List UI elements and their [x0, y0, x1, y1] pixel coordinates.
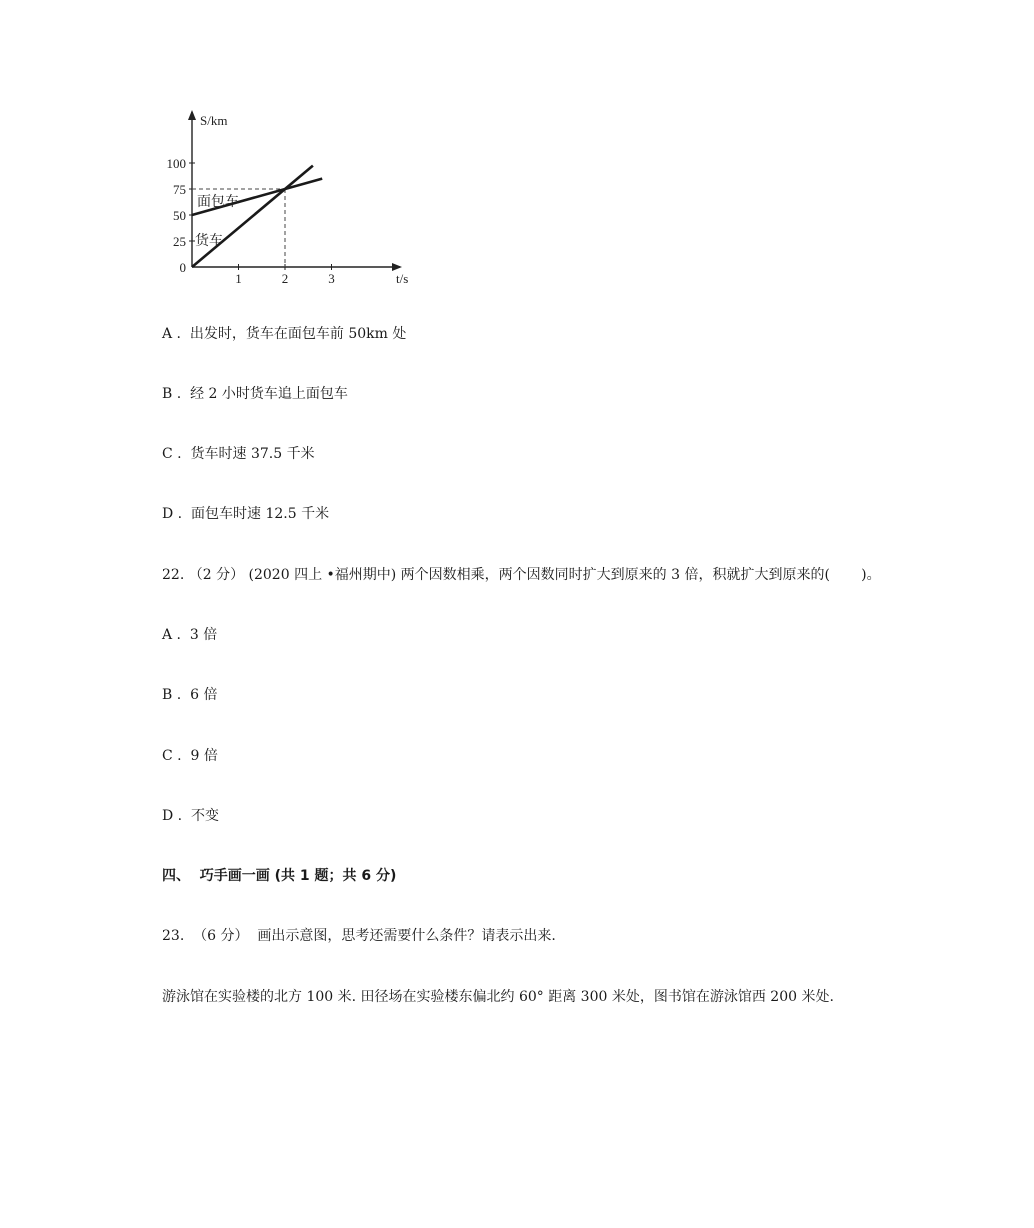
- option-letter: C .: [162, 748, 182, 764]
- section-heading: 四、 巧手画一画 (共 1 题；共 6 分): [162, 868, 397, 884]
- option-text: 不变: [191, 808, 220, 824]
- series-line: [192, 166, 313, 267]
- y-axis-title: S/km: [200, 113, 228, 128]
- option-letter: B .: [162, 386, 182, 402]
- x-tick-label: 3: [328, 271, 335, 286]
- y-tick-label: 75: [173, 182, 186, 197]
- option-text: 3 倍: [189, 627, 218, 643]
- q21-option-b[interactable]: [162, 385, 348, 403]
- distance-time-graph: [160, 100, 430, 290]
- q21-option-c[interactable]: [162, 445, 315, 463]
- option-letter: A .: [162, 627, 182, 643]
- x-axis-title: t/s: [396, 271, 409, 286]
- x-tick-label: 2: [281, 271, 289, 286]
- y-axis-arrow: [188, 110, 196, 120]
- series-label: 面包车: [197, 195, 239, 210]
- series-label: 货车: [195, 234, 223, 249]
- option-text: 经 2 小时货车追上面包车: [190, 386, 348, 402]
- chart-labels: [167, 113, 409, 286]
- q22-option-d[interactable]: [162, 807, 219, 825]
- q21-option-d[interactable]: [162, 505, 329, 523]
- q22-option-c[interactable]: [162, 747, 218, 765]
- q22-option-a[interactable]: [162, 626, 217, 644]
- option-text: 出发时，货车在面包车前 50km 处: [189, 326, 407, 342]
- option-text: 9 倍: [190, 748, 218, 764]
- y-tick-label: 25: [173, 234, 186, 249]
- q21-option-a[interactable]: [162, 325, 406, 343]
- option-text: 货车时速 37.5 千米: [190, 446, 315, 462]
- series-lines: [192, 166, 322, 267]
- option-text: 面包车时速 12.5 千米: [191, 506, 330, 522]
- option-letter: B .: [162, 687, 182, 703]
- y-tick-label: 0: [179, 260, 186, 275]
- q23-body: 游泳馆在实验楼的北方 100 米. 田径场在实验楼东偏北约 60° 距离 300 米处，图书馆在游泳馆西 200 米处.: [162, 989, 834, 1005]
- x-tick-label: 1: [235, 271, 242, 286]
- q22-option-b[interactable]: [162, 686, 217, 704]
- option-text: 6 倍: [190, 687, 218, 703]
- q22-stem: 22. （2 分） (2020 四上 •福州期中) 两个因数相乘，两个因数同时扩大到原来的 3 倍，积就扩大到原来的( )。: [162, 567, 881, 583]
- x-axis-arrow: [392, 263, 402, 271]
- y-tick-label: 50: [173, 208, 186, 223]
- q23-stem: 23. （6 分） 画出示意图，思考还需要什么条件？请表示出来.: [162, 928, 556, 944]
- option-letter: C .: [162, 446, 182, 462]
- option-letter: D .: [162, 808, 183, 824]
- y-tick-label: 100: [166, 156, 186, 171]
- option-letter: A .: [162, 326, 182, 342]
- option-letter: D .: [162, 506, 183, 522]
